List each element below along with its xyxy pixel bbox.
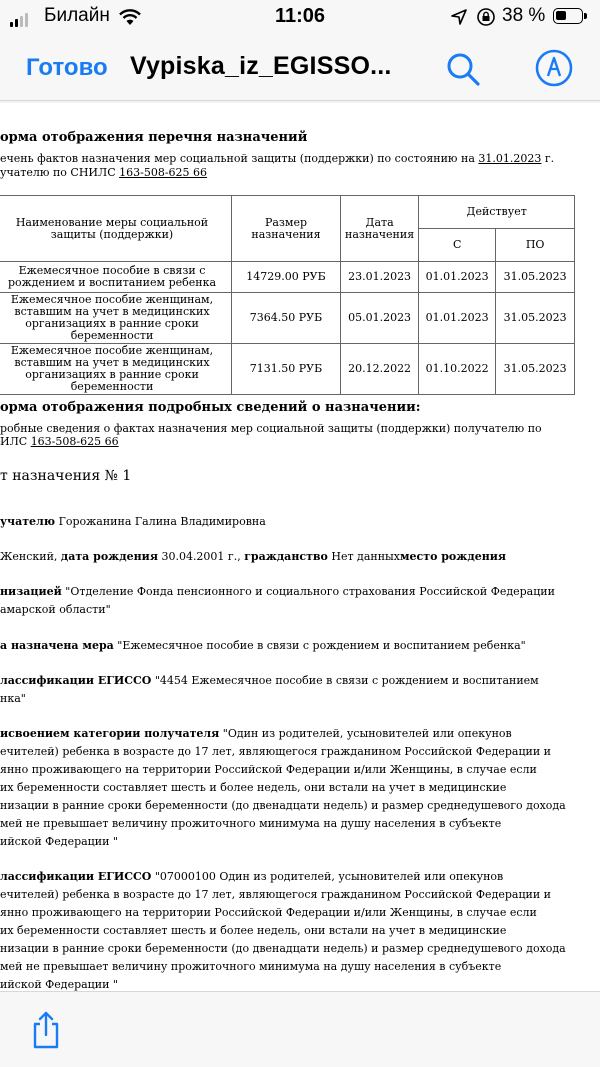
row-date: 23.01.2023	[341, 262, 419, 293]
header-to: ПО	[496, 229, 575, 262]
category-line: янно проживающего на территории Российской Федерации и/или Женщины, в случае если	[0, 763, 537, 776]
category-line: ечителей) ребенка в возрасте до 17 лет, являющегося гражданином Российской Федерации и	[0, 745, 552, 758]
row-date: 05.01.2023	[341, 293, 419, 344]
row-from: 01.01.2023	[419, 262, 496, 293]
search-icon[interactable]	[444, 50, 482, 88]
birthdate-label: дата рождения	[60, 550, 158, 563]
class2-line: ийской Федерации "	[0, 978, 118, 991]
row-measure: Ежемесячное пособие женщинам, вставшим на учет в медицинских организациях в ранние сроки беременности	[0, 293, 232, 344]
row-date: 20.12.2022	[341, 344, 419, 395]
birthplace-label: место рождения	[400, 550, 507, 563]
category-label: исвоением категории получателя	[0, 727, 220, 740]
section1-text: ечень фактов назначения мер социальной защиты (поддержки) по состоянию на	[0, 152, 475, 165]
navigation-bar	[0, 36, 600, 101]
org-label: низацией	[0, 585, 62, 598]
class1-line-1	[0, 674, 539, 687]
class2-label: лассификации ЕГИССО	[0, 870, 152, 883]
row-measure: Ежемесячное пособие в связи с рождением и воспитанием ребенка	[0, 262, 232, 293]
class2-line: янно проживающего на территории Российской Федерации и/или Женщины, в случае если	[0, 906, 537, 919]
header-amount: Размер назначения	[232, 196, 341, 262]
org-line-2: амарской области"	[0, 603, 111, 616]
header-from: С	[419, 229, 496, 262]
snils-value: 163-508-625 66	[119, 166, 208, 179]
section1-text-line2	[0, 166, 207, 179]
row-amount: 7364.50 РУБ	[232, 293, 341, 344]
section1-title: орма отображения перечня назначений	[0, 130, 308, 145]
fact-title: т назначения № 1	[0, 468, 132, 484]
carrier-name: Билайн	[44, 5, 110, 26]
category-line: мей не превышает величину прожиточного минимума на душу населения в субъекте	[0, 817, 502, 830]
measure-label: а назначена мера	[0, 639, 114, 652]
category-line: низации в ранние сроки беременности (до двенадцати недель) и размер среднедушевого дохода	[0, 799, 566, 812]
bottom-toolbar	[0, 991, 600, 1067]
recipient-value: Горожанина Галина Владимировна	[55, 515, 266, 528]
snils-label: ИЛС	[0, 435, 31, 448]
markup-icon[interactable]	[534, 48, 574, 88]
document-title: Vypiska_iz_EGISSO...	[130, 52, 392, 80]
org-value: "Отделение Фонда пенсионного и социального страхования Российской Федерации	[61, 585, 555, 598]
status-bar	[0, 0, 600, 36]
share-icon[interactable]	[30, 1010, 62, 1050]
row-from: 01.10.2022	[419, 344, 496, 395]
measure-value: "Ежемесячное пособие в связи с рождением и воспитанием ребенка"	[113, 639, 526, 652]
location-arrow-icon	[450, 8, 468, 26]
section1-text-suffix: г.	[541, 152, 555, 165]
document-page[interactable]	[0, 103, 600, 991]
category-value: "Один из родителей, усыновителей или опекунов	[219, 727, 512, 740]
section2-text-line2	[0, 435, 119, 448]
header-active: Действует	[419, 196, 575, 229]
clock: 11:06	[274, 5, 326, 27]
report-date: 31.01.2023	[478, 152, 542, 165]
category-line: ийской Федерации "	[0, 835, 118, 848]
header-date: Дата назначения	[341, 196, 419, 262]
row-to: 31.05.2023	[496, 344, 575, 395]
personal-info-line	[0, 550, 506, 563]
table-row	[0, 344, 575, 395]
battery-percentage: 38 %	[502, 5, 546, 26]
snils-value: 163-508-625 66	[30, 435, 119, 448]
row-to: 31.05.2023	[496, 293, 575, 344]
done-button[interactable]: Готово	[26, 54, 108, 81]
class2-line-1	[0, 870, 503, 883]
section1-text-line1	[0, 152, 554, 165]
header-measure: Наименование меры социальной защиты (поддержки)	[0, 196, 232, 262]
org-line-1	[0, 585, 555, 598]
category-line-1	[0, 727, 512, 740]
class1-line-2: нка"	[0, 692, 26, 705]
recipient-line	[0, 515, 266, 528]
class1-value: "4454 Ежемесячное пособие в связи с рождением и воспитанием	[151, 674, 539, 687]
snils-label: учателю по СНИЛС	[0, 166, 120, 179]
class2-line: низации в ранние сроки беременности (до двенадцати недель) и размер среднедушевого дохода	[0, 942, 566, 955]
row-from: 01.01.2023	[419, 293, 496, 344]
row-measure: Ежемесячное пособие женщинам, вставшим на учет в медицинских организациях в ранние сроки беременности	[0, 344, 232, 395]
row-amount: 7131.50 РУБ	[232, 344, 341, 395]
citizenship-value: Нет данных	[327, 550, 400, 563]
class1-label: лассификации ЕГИССО	[0, 674, 152, 687]
class2-line: мей не превышает величину прожиточного минимума на душу населения в субъекте	[0, 960, 502, 973]
recipient-label: учателю	[0, 515, 56, 528]
class2-value: "07000100 Один из родителей, усыновителей или опекунов	[151, 870, 504, 883]
category-line: их беременности составляет шесть и более недель, они встали на учет в медицинские	[0, 781, 507, 794]
gender-value: Женский,	[0, 550, 61, 563]
rotation-lock-icon	[476, 7, 496, 27]
table-row	[0, 293, 575, 344]
table-row	[0, 262, 575, 293]
assignments-table	[0, 195, 575, 395]
class2-line: ечителей) ребенка в возрасте до 17 лет, являющегося гражданином Российской Федерации и	[0, 888, 552, 901]
class2-line: их беременности составляет шесть и более недель, они встали на учет в медицинские	[0, 924, 507, 937]
measure-line	[0, 639, 526, 652]
row-amount: 14729.00 РУБ	[232, 262, 341, 293]
section2-title: орма отображения подробных сведений о назначении:	[0, 400, 421, 415]
row-to: 31.05.2023	[496, 262, 575, 293]
section2-text-line1: робные сведения о фактах назначения мер социальной защиты (поддержки) получателю по	[0, 422, 542, 435]
birthdate-value: 30.04.2001 г.,	[157, 550, 245, 563]
battery-icon	[553, 8, 583, 24]
citizenship-label: гражданство	[244, 550, 328, 563]
